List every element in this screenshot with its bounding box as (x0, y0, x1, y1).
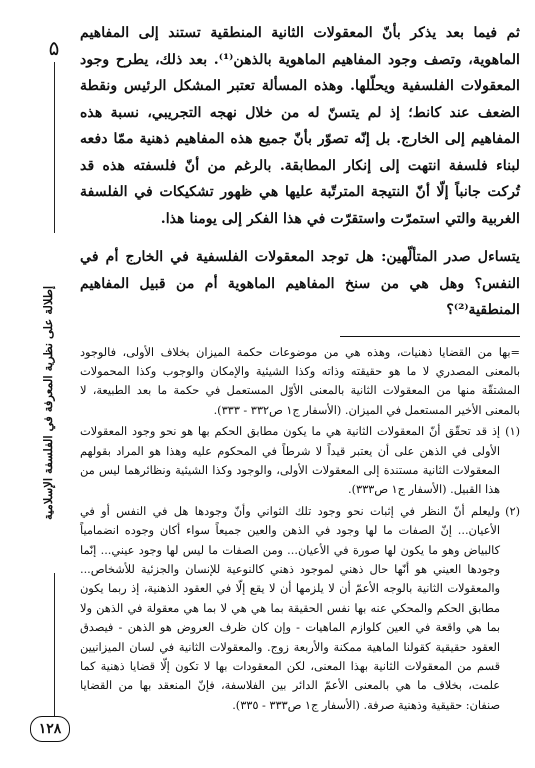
running-head-title: إطلالة على نظرية المعرفة في الفلسفة الإسلامية (41, 233, 57, 573)
footnote-marker: (١) (505, 425, 520, 439)
footnote-text: إذ قد تحقّق أنّ المعقولات الثانية هي ما يكون مطابق الحكم بها هو نحو وجود المعقولات الأولى في الذهن على أن يعتبر قيداً لا شرطاً في المحكوم عليه وهذا هو المراد بقولهم المعقولات الثانية مستندة إلى المعقولات الأولى، والوجود وكذا الشيئية ونظائرهما ليس من هذا القبيل. (الأسفار ج١ ص٣٣٣). (80, 425, 500, 497)
footnote-2 (80, 502, 520, 717)
running-head (31, 38, 59, 738)
body-paragraph-2: يتساءل صدر المتألّهين: هل توجد المعقولات الفلسفية في الخارج أم في النفس؟ وهل هي من سنخ المفاهيم الماهوية أم من قبيل المفاهيم المنطقية⁽²⁾؟ (80, 249, 520, 318)
page-content (80, 20, 520, 717)
page-number: ١٢٨ (30, 716, 70, 742)
ornament-icon: ۵ (44, 38, 64, 62)
footnotes (80, 343, 520, 718)
body-paragraph-1: ثم فيما بعد يذكر بأنّ المعقولات الثانية المنطقية تستند إلى المفاهيم الماهوية، وتصف وجود المفاهيم الماهوية بالذهن⁽¹⁾. بعد ذلك، يطرح وجود المعقولات الفلسفية ويحلّلها. وهذه المسألة تعتبر المشكل الرئيس ونقطة الضعف عند كانط؛ إذ لم يتسنّ له من خلال نهجه التجريبي، نسبة هذه المفاهيم إلى الخارج. بل إنّه تصوّر بأنّ جميع هذه المفاهيم ذهنية ممّا دفعه لبناء فلسفة انتهت إلى إنكار المطابقة. بالرغم من أنّ فلسفته هذه قد تُركت جانباً إلّا أنّ النتيجة المترتّبة عليها هي ظهور تشكيكات في الفلسفة الغربية والتي استمرّت واستقرّت في هذا الفكر إلى يومنا هذا. (80, 25, 520, 227)
footnote-marker: (٢) (505, 504, 520, 518)
footnote-1 (80, 422, 520, 502)
footnote-text: وليعلم أنّ النظر في إثبات نحو وجود تلك الثواني وأنّ وجودها هل في النفس أو في الأعيان... إنّ الصفات ما لها وجود في الذهن والعين جميعاً سواء أكان وجوده انضمامياً كالبياض وهو ما يكون لها صورة في الأعيان... ومن الصفات ما ليس لها وجود عيني... إنّما وجودها العيني هو أنّها حال ذهني لموجود ذهني كالنوعية للإنسان والجزئية للأشخاص... والمعقولات الثانية بالوجه الأعمّ أن لا يلزمها أن لا يقع إلّا في العقود الذهنية، إذ ربما يكون مطابق الحكم والمحكي عنه بها نفس الحقيقة بما هي هي لا بما هي معقولة في الذهن ولا بما هي واقعة في العين كلوازم الماهيات - وإن كان ظرف العروض هو الذهن - فيصدق العقود حقيقية كقولنا الماهية ممكنة والأربعة زوج. والمعقولات الثانية في لسان الميزانيين قسم من المعقولات الثانية بهذا المعنى، لكن المعقودات بها لا تكون إلّا قضايا ذهنية كما علمت، بخلاف ما هي بالمعنى الأعمّ الدائر بين الفلاسفة، فإنّ المنعقد بها من القضايا صنفان: حقيقية وذهنية صرفة. (الأسفار ج١ ص٣٣٣ - ٣٣٥). (80, 504, 500, 712)
footnote-continuation: =بها من القضايا ذهنيات، وهذه هي من موضوعات حكمة الميزان بخلاف الأولى، فالوجود بالمعنى المصدري لا ما هو حقيقته وذاته وكذا الشيئية والإمكان والوجوب وكذا المحمولات المشتقّة منها من المعقولات الثانية بالمعنى الأوّل المستعمل في حكمة ما بعد الطبيعة، لا بالمعنى الأخير المستعمل في الميزان. (الأسفار ج١ ص٣٣٢ - ٣٣٣). (80, 345, 520, 417)
footnote-separator (340, 336, 520, 337)
